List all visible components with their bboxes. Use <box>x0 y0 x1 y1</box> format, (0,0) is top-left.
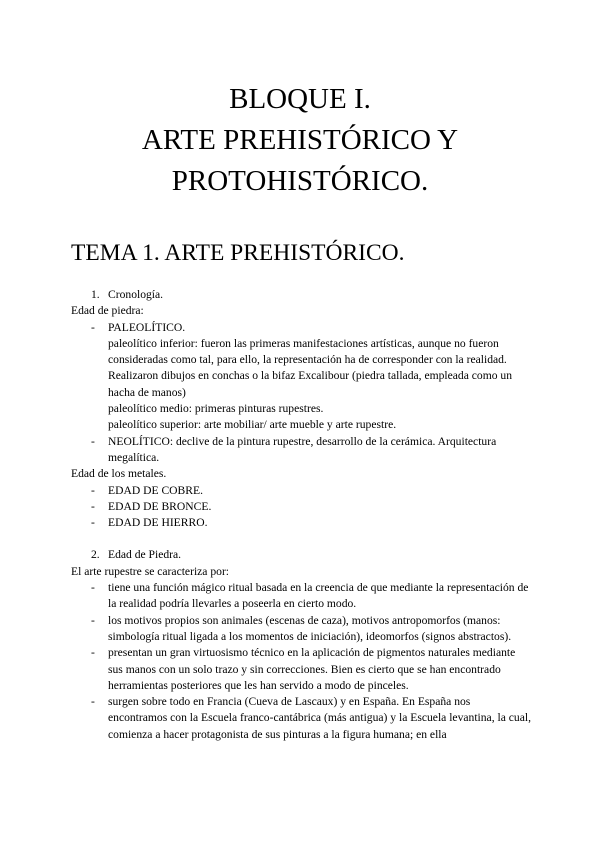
dash-bullet: - <box>91 695 95 709</box>
paleolitico-medio: paleolítico medio: primeras pinturas rupestres. <box>108 402 324 416</box>
list-item-neolitico <box>71 434 531 467</box>
dash-bullet: - <box>91 499 95 513</box>
dash-bullet: - <box>91 434 95 448</box>
list-item-text: los motivos propios son animales (escenas de caza), motivos antropomorfos (manos: simbología ritual ligada a los momentos de iniciación), ideomorfos (signos abstractos). <box>108 613 512 643</box>
list-item-localizacion <box>71 694 531 743</box>
section-2-title: Edad de Piedra. <box>108 548 182 562</box>
section-2-number: 2. <box>91 548 100 562</box>
section-1-heading <box>71 287 531 303</box>
metal-age-label: EDAD DE BRONCE. <box>108 499 212 513</box>
section-2-intro: El arte rupestre se caracteriza por: <box>71 564 230 578</box>
metal-age-label: EDAD DE COBRE. <box>108 483 204 497</box>
edad-metales-label: Edad de los metales. <box>71 467 167 481</box>
dash-bullet: - <box>91 483 95 497</box>
list-item-paleolitico <box>71 320 531 434</box>
list-item-text: surgen sobre todo en Francia (Cueva de Lascaux) y en España. En España nos encontramos con la Escuela franco-cantábrica (más antigua) y la Escuela levantina, la cual, comienza a hacer protagonista de sus pinturas a la figura humana; en ella <box>108 695 531 741</box>
section-1-title: Cronología. <box>108 288 164 301</box>
paleolitico-inferior: paleolítico inferior: fueron las primeras manifestaciones artísticas, aunque no fueron consideradas como tal, para ello, la representación ha de corresponder con la realidad. Realizaron dibujos en conchas o la bifaz Excalibour (piedra tallada, empleada como un hacha de manos) <box>108 336 513 399</box>
paleolitico-superior: paleolítico superior: arte mobiliar/ arte mueble y arte rupestre. <box>108 418 397 432</box>
list-item-motivos <box>71 613 531 646</box>
list-item-hierro <box>71 515 531 531</box>
block-title-line-1: BLOQUE I. <box>229 83 371 115</box>
list-item-text: tiene una función mágico ritual basada en la creencia de que mediante la representación de la realidad podría llevarles a poseerla en cierto modo. <box>108 581 529 611</box>
list-item-text: presentan un gran virtuosismo técnico en la aplicación de pigmentos naturales mediante sus manos con un solo trazo y sin correcciones. Bien es cierto que se han encontrado herramientas posteriores que les han servido a modo de pinceles. <box>108 646 516 692</box>
list-item-virtuosismo <box>71 645 531 694</box>
dash-bullet: - <box>91 516 95 530</box>
section-1-number: 1. <box>91 288 100 301</box>
dash-bullet: - <box>91 613 95 627</box>
list-item-bronce <box>71 499 531 515</box>
spacer <box>71 531 531 547</box>
block-title-line-3: PROTOHISTÓRICO. <box>171 165 429 197</box>
dash-bullet: - <box>91 581 95 595</box>
paleolitico-label: PALEOLÍTICO. <box>108 320 186 334</box>
list-item-funcion <box>71 580 531 613</box>
dash-bullet: - <box>91 646 95 660</box>
block-title <box>0 79 600 202</box>
edad-piedra-label: Edad de piedra: <box>71 304 144 318</box>
dash-bullet: - <box>91 320 95 334</box>
list-item-cobre <box>71 483 531 499</box>
metal-age-label: EDAD DE HIERRO. <box>108 516 208 530</box>
neolitico-text: NEOLÍTICO: declive de la pintura rupestre, desarrollo de la cerámica. Arquitectura megalítica. <box>108 434 497 464</box>
block-title-line-2: ARTE PREHISTÓRICO Y <box>141 124 459 156</box>
topic-heading: TEMA 1. ARTE PREHISTÓRICO. <box>71 240 405 266</box>
document-body <box>71 287 531 743</box>
section-2-heading <box>71 547 531 563</box>
